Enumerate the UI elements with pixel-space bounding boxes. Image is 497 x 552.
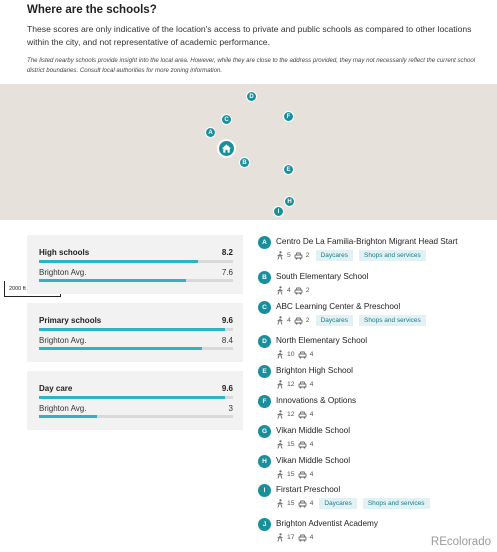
score-card <box>27 371 243 430</box>
school-letter-badge: G <box>258 425 271 438</box>
school-tag[interactable]: Shops and services <box>359 250 426 261</box>
map-scale: 2000 ft <box>4 281 61 297</box>
drive-minutes: 4 <box>309 411 314 418</box>
car-icon <box>298 411 307 419</box>
school-travel-times <box>276 409 313 420</box>
school-list-item[interactable] <box>258 365 497 393</box>
school-list-item[interactable] <box>258 301 497 329</box>
car-icon <box>298 500 307 508</box>
score-row <box>39 384 233 393</box>
score-value: 9.6 <box>221 316 233 325</box>
school-letter-badge: D <box>258 335 271 348</box>
school-letter-badge: H <box>258 455 271 468</box>
average-value: 8.4 <box>221 336 233 345</box>
drive-minutes: 4 <box>309 534 314 541</box>
score-card <box>27 303 243 362</box>
map-pin-h[interactable]: H <box>284 196 295 207</box>
average-bar <box>39 415 233 418</box>
score-value: 9.6 <box>221 384 233 393</box>
school-list-item[interactable] <box>258 236 497 264</box>
map-pin-b[interactable]: B <box>239 157 250 168</box>
walk-minutes: 4 <box>287 287 291 294</box>
school-letter-badge: I <box>258 484 271 497</box>
average-label: Brighton Avg. <box>39 336 87 345</box>
average-row <box>39 268 233 277</box>
school-list-item[interactable] <box>258 395 497 423</box>
car-icon <box>294 317 303 325</box>
school-name[interactable]: Firstart Preschool <box>276 485 341 494</box>
car-icon <box>298 471 307 479</box>
average-bar-fill <box>39 415 97 418</box>
walk-minutes: 15 <box>287 441 295 448</box>
school-travel-times <box>276 250 426 261</box>
score-value: 8.2 <box>221 248 233 257</box>
map-pin-e[interactable]: E <box>283 164 294 175</box>
walk-minutes: 5 <box>287 252 291 259</box>
score-label: Day care <box>39 384 73 393</box>
school-letter-badge: B <box>258 271 271 284</box>
walking-person-icon <box>276 350 284 359</box>
car-icon <box>298 441 307 449</box>
walking-person-icon <box>276 251 284 260</box>
walk-minutes: 10 <box>287 351 295 358</box>
school-letter-badge: F <box>258 395 271 408</box>
score-card <box>27 235 243 294</box>
average-bar-fill <box>39 347 202 350</box>
map-pin-c[interactable]: C <box>221 114 232 125</box>
school-name[interactable]: Brighton Adventist Academy <box>276 519 378 528</box>
school-letter-badge: E <box>258 365 271 378</box>
school-tag[interactable]: Daycares <box>319 498 356 509</box>
drive-minutes: 4 <box>309 471 314 478</box>
map-pin-i[interactable]: I <box>273 206 284 217</box>
average-bar-fill <box>39 279 186 282</box>
school-travel-times <box>276 498 430 509</box>
school-name[interactable]: Innovations & Options <box>276 396 357 405</box>
average-value: 7.6 <box>221 268 233 277</box>
school-list-item[interactable] <box>258 335 497 363</box>
school-name[interactable]: Brighton High School <box>276 366 353 375</box>
score-bar-fill <box>39 328 225 331</box>
drive-minutes: 4 <box>309 381 314 388</box>
score-bar-fill <box>39 260 198 263</box>
section-description: These scores are only indicative of the location's access to private and public schools as compared to other locations within the city, and not representative of academic performance. <box>27 24 472 47</box>
walk-minutes: 12 <box>287 381 295 388</box>
walking-person-icon <box>276 533 284 542</box>
walking-person-icon <box>276 440 284 449</box>
drive-minutes: 4 <box>309 441 314 448</box>
map-pin-d[interactable]: D <box>246 91 257 102</box>
school-name[interactable]: ABC Learning Center & Preschool <box>276 302 401 311</box>
school-travel-times <box>276 379 313 390</box>
school-name[interactable]: Vikan Middle School <box>276 426 351 435</box>
car-icon <box>298 351 307 359</box>
home-icon <box>221 143 232 154</box>
school-travel-times <box>276 285 310 296</box>
school-list-item[interactable] <box>258 425 497 453</box>
walking-person-icon <box>276 499 284 508</box>
score-bar <box>39 260 233 263</box>
school-travel-times <box>276 439 313 450</box>
walking-person-icon <box>276 286 284 295</box>
walk-minutes: 15 <box>287 500 295 507</box>
drive-minutes: 2 <box>305 252 310 259</box>
school-name[interactable]: Centro De La Familia-Brighton Migrant Head Start <box>276 237 458 246</box>
walk-minutes: 4 <box>287 317 291 324</box>
score-bar-fill <box>39 396 225 399</box>
drive-minutes: 4 <box>309 500 314 507</box>
school-letter-badge: A <box>258 236 271 249</box>
score-bar <box>39 328 233 331</box>
walk-minutes: 12 <box>287 411 295 418</box>
walking-person-icon <box>276 380 284 389</box>
score-label: Primary schools <box>39 316 102 325</box>
drive-minutes: 2 <box>305 317 310 324</box>
walk-minutes: 15 <box>287 471 295 478</box>
map-pin-a[interactable]: A <box>205 127 216 138</box>
home-marker[interactable] <box>217 139 236 158</box>
disclaimer-note: The listed nearby schools provide insight into the local area. However, while they are close to the address provided, they may not necessarily reflect the current school district boundaries. Consult local authorities for more zoning information. <box>27 57 476 74</box>
school-tag[interactable]: Shops and services <box>359 315 426 326</box>
map-pin-f[interactable]: F <box>283 111 294 122</box>
average-label: Brighton Avg. <box>39 268 87 277</box>
car-icon <box>294 287 303 295</box>
average-row <box>39 336 233 345</box>
school-travel-times <box>276 469 313 480</box>
walking-person-icon <box>276 316 284 325</box>
school-letter-badge: C <box>258 301 271 314</box>
brand-watermark: REcolorado <box>430 536 491 548</box>
drive-minutes: 2 <box>305 287 310 294</box>
school-list-item[interactable] <box>258 271 497 299</box>
score-label: High schools <box>39 248 90 257</box>
school-name[interactable]: Vikan Middle School <box>276 456 351 465</box>
school-travel-times <box>276 532 313 543</box>
school-name[interactable]: South Elementary School <box>276 272 369 281</box>
average-row <box>39 404 233 413</box>
average-label: Brighton Avg. <box>39 404 87 413</box>
score-row <box>39 316 233 325</box>
score-bar <box>39 396 233 399</box>
school-tag[interactable]: Daycares <box>316 315 353 326</box>
score-row <box>39 248 233 257</box>
school-letter-badge: J <box>258 518 271 531</box>
car-icon <box>298 534 307 542</box>
walking-person-icon <box>276 470 284 479</box>
school-name[interactable]: North Elementary School <box>276 336 368 345</box>
school-travel-times <box>276 349 313 360</box>
car-icon <box>298 381 307 389</box>
page-title: Where are the schools? <box>27 4 157 16</box>
car-icon <box>294 252 303 260</box>
average-bar <box>39 279 233 282</box>
average-value: 3 <box>228 404 233 413</box>
walk-minutes: 17 <box>287 534 295 541</box>
school-tag[interactable]: Shops and services <box>363 498 430 509</box>
school-list-item[interactable] <box>258 455 497 483</box>
average-bar <box>39 347 233 350</box>
school-tag[interactable]: Daycares <box>316 250 353 261</box>
school-list-item[interactable] <box>258 484 497 512</box>
walking-person-icon <box>276 410 284 419</box>
school-travel-times <box>276 315 426 326</box>
drive-minutes: 4 <box>309 351 314 358</box>
